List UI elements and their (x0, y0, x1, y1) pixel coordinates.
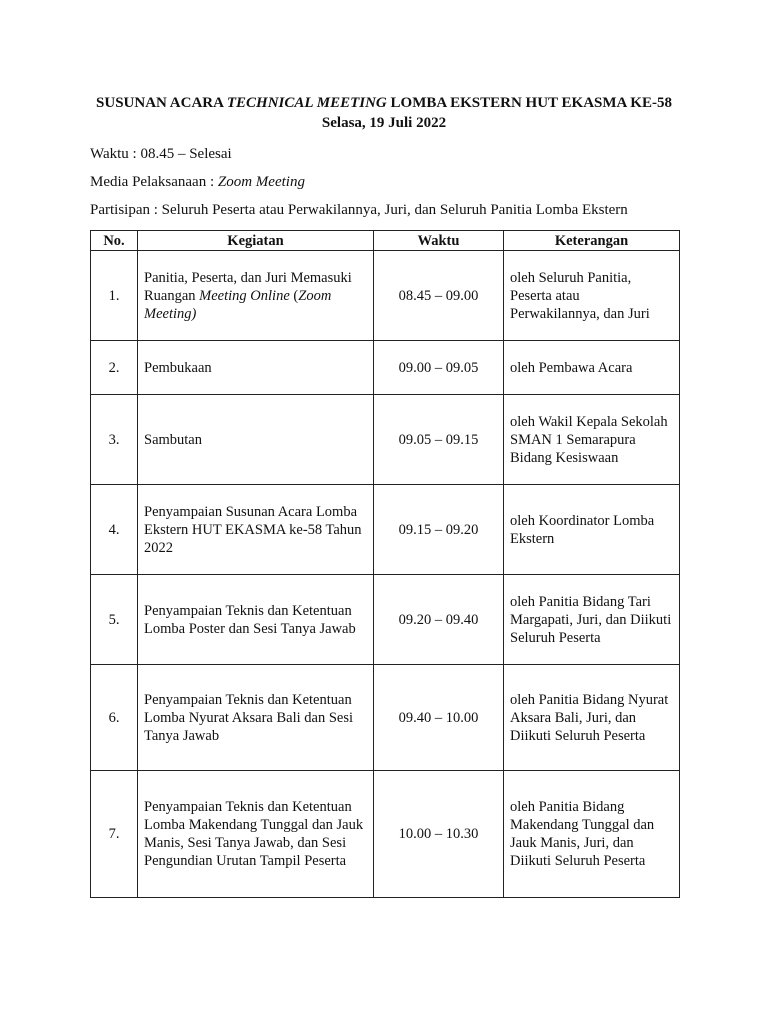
title-italic: TECHNICAL MEETING (226, 95, 387, 111)
row-note: oleh Seluruh Panitia, Peserta atau Perwakilannya, dan Juri (504, 251, 680, 341)
activity-text: Panitia, Peserta, dan Juri Memasuki Ruangan (144, 269, 352, 304)
activity-italic: Meeting Online (199, 287, 290, 304)
header-waktu: Waktu (374, 231, 504, 251)
table-row (91, 771, 680, 898)
row-note: oleh Panitia Bidang Makendang Tunggal dan Jauk Manis, Juri, dan Diikuti Seluruh Peserta (504, 771, 680, 898)
media-line (90, 173, 305, 192)
row-activity: Pembukaan (138, 341, 374, 395)
row-activity: Penyampaian Teknis dan Ketentuan Lomba Poster dan Sesi Tanya Jawab (138, 575, 374, 665)
table-row (91, 575, 680, 665)
row-note: oleh Wakil Kepala Sekolah SMAN 1 Semarapura Bidang Kesiswaan (504, 395, 680, 485)
table-row (91, 251, 680, 341)
waktu-value: 08.45 – Selesai (140, 146, 232, 162)
activity-paren: ( (293, 287, 299, 304)
row-activity: Penyampaian Teknis dan Ketentuan Lomba Makendang Tunggal dan Jauk Manis, Sesi Tanya Jawab, dan Sesi Pengundian Urutan Tampil Peserta (138, 771, 374, 898)
row-activity (138, 251, 374, 341)
row-activity: Penyampaian Teknis dan Ketentuan Lomba Nyurat Aksara Bali dan Sesi Tanya Jawab (138, 665, 374, 771)
row-time: 09.20 – 09.40 (374, 575, 504, 665)
media-value: Zoom Meeting (217, 174, 305, 190)
partisipan-line (90, 201, 628, 220)
table-row (91, 395, 680, 485)
document-title (0, 94, 768, 113)
header-no: No. (91, 231, 138, 251)
partisipan-label: Partisipan : (90, 202, 158, 218)
activity-italic-2: Zoom Meeting) (144, 287, 332, 322)
row-activity: Sambutan (138, 395, 374, 485)
media-label: Media Pelaksanaan : (90, 174, 215, 190)
row-activity: Penyampaian Susunan Acara Lomba Ekstern HUT EKASMA ke-58 Tahun 2022 (138, 485, 374, 575)
row-number: 1. (91, 251, 138, 341)
row-time: 09.05 – 09.15 (374, 395, 504, 485)
title-prefix: SUSUNAN ACARA (96, 95, 224, 111)
title-suffix: LOMBA EKSTERN HUT EKASMA KE-58 (390, 95, 672, 111)
agenda-table (90, 230, 680, 898)
waktu-label: Waktu : (90, 146, 137, 162)
row-time: 08.45 – 09.00 (374, 251, 504, 341)
row-time: 09.15 – 09.20 (374, 485, 504, 575)
row-number: 3. (91, 395, 138, 485)
row-note: oleh Koordinator Lomba Ekstern (504, 485, 680, 575)
row-time: 10.00 – 10.30 (374, 771, 504, 898)
row-number: 2. (91, 341, 138, 395)
row-note: oleh Panitia Bidang Tari Margapati, Juri, dan Diikuti Seluruh Peserta (504, 575, 680, 665)
row-note: oleh Panitia Bidang Nyurat Aksara Bali, Juri, dan Diikuti Seluruh Peserta (504, 665, 680, 771)
row-number: 6. (91, 665, 138, 771)
partisipan-value: Seluruh Peserta atau Perwakilannya, Juri, dan Seluruh Panitia Lomba Ekstern (161, 202, 628, 218)
document-date: Selasa, 19 Juli 2022 (321, 115, 447, 131)
row-note: oleh Pembawa Acara (504, 341, 680, 395)
row-time: 09.40 – 10.00 (374, 665, 504, 771)
table-row (91, 341, 680, 395)
header-kegiatan: Kegiatan (138, 231, 374, 251)
row-number: 5. (91, 575, 138, 665)
row-number: 4. (91, 485, 138, 575)
header-keterangan: Keterangan (504, 231, 680, 251)
row-time: 09.00 – 09.05 (374, 341, 504, 395)
table-row (91, 665, 680, 771)
row-number: 7. (91, 771, 138, 898)
table-header-row (91, 231, 680, 251)
table-row (91, 485, 680, 575)
waktu-line (90, 145, 232, 164)
